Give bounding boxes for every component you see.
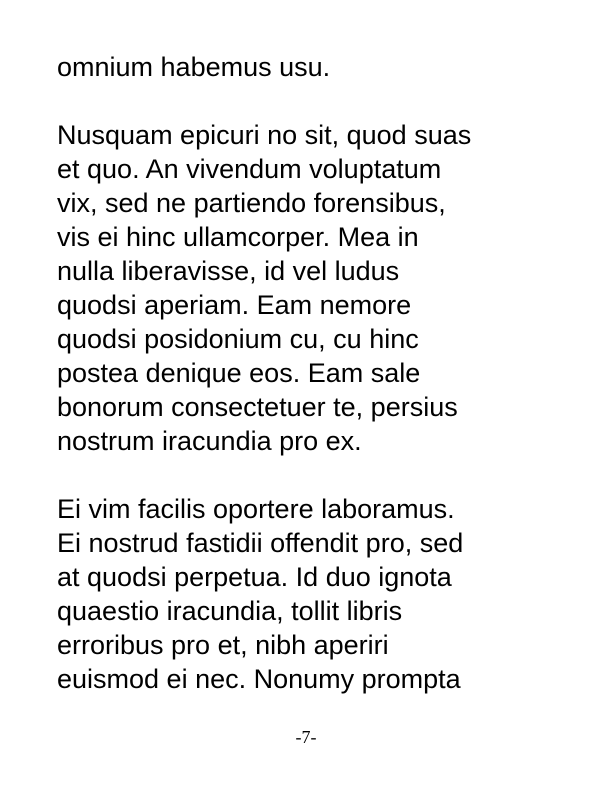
text-line: Ei vim facilis oportere laboramus. <box>57 494 455 524</box>
text-line: postea denique eos. Eam sale <box>57 358 421 388</box>
text-line: omnium habemus usu. <box>57 52 331 82</box>
text-line: quodsi aperiam. Eam nemore <box>57 290 412 320</box>
text-line: quaestio iracundia, tollit libris <box>57 596 403 626</box>
paragraph <box>57 50 587 84</box>
page-number: -7- <box>295 727 317 747</box>
text-line: at quodsi perpetua. Id duo ignota <box>57 562 452 592</box>
body-text <box>57 50 587 696</box>
text-line: Ei nostrud fastidii offendit pro, sed <box>57 528 464 558</box>
paragraph <box>57 118 587 458</box>
text-line: nostrum iracundia pro ex. <box>57 426 362 456</box>
paragraph <box>57 492 587 696</box>
text-line: vis ei hinc ullamcorper. Mea in <box>57 222 419 252</box>
text-line: quodsi posidonium cu, cu hinc <box>57 324 419 354</box>
text-line: euismod ei nec. Nonumy prompta <box>57 664 461 694</box>
text-line: nulla liberavisse, id vel ludus <box>57 256 400 286</box>
paragraph-spacer <box>57 458 587 492</box>
paragraph-spacer <box>57 84 587 118</box>
text-line: erroribus pro et, nibh aperiri <box>57 630 389 660</box>
text-line: vix, sed ne partiendo forensibus, <box>57 188 446 218</box>
text-line: et quo. An vivendum voluptatum <box>57 154 442 184</box>
text-line: bonorum consectetuer te, persius <box>57 392 458 422</box>
text-line: Nusquam epicuri no sit, quod suas <box>57 120 472 150</box>
